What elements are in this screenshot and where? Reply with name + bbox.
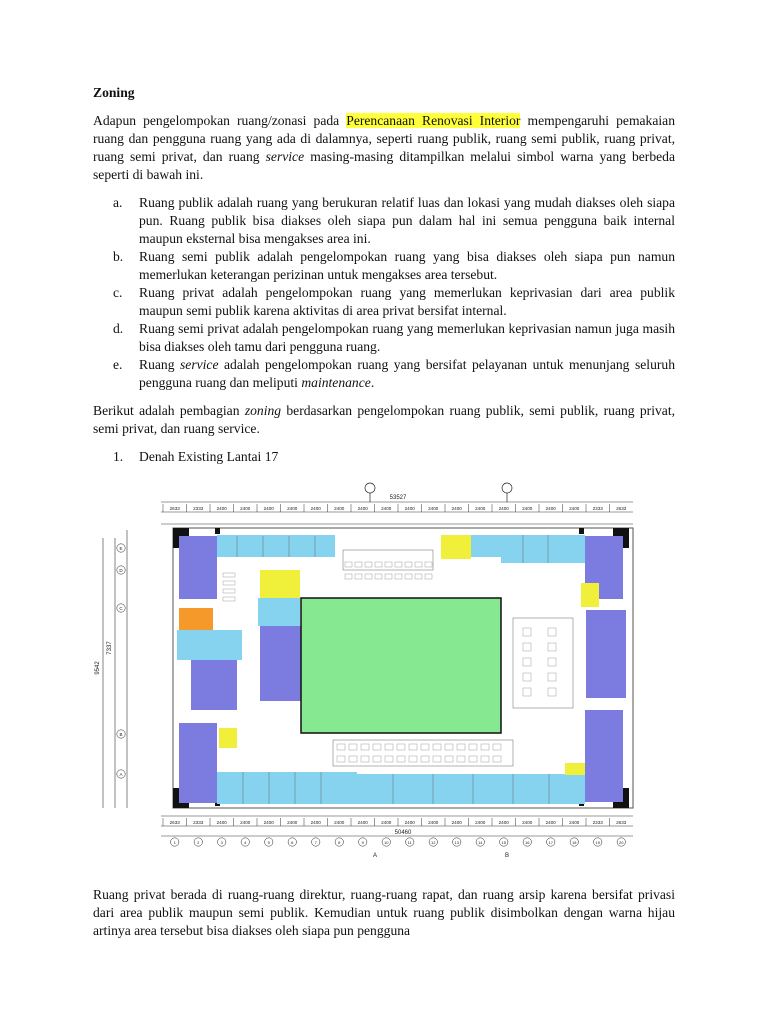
semi-public-top-mid [466, 535, 504, 557]
semi-public-west-upper [177, 630, 242, 660]
grid-number: 17 [548, 840, 553, 845]
grid-number: 14 [478, 840, 483, 845]
bottom-dimension-label: 2333 [592, 820, 603, 825]
semi-private-top-center [441, 535, 471, 559]
row-letter: A [119, 771, 123, 777]
top-dimension-label: 2400 [381, 506, 392, 511]
private-room-east-center [586, 610, 626, 698]
bottom-dimension-label: 2333 [193, 820, 204, 825]
row-letter: C [119, 605, 123, 611]
grid-number: 19 [595, 840, 600, 845]
intro-paragraph [93, 112, 675, 184]
bottom-dimension-label: 2400 [240, 820, 251, 825]
top-dimension-label: 2400 [569, 506, 580, 511]
top-dimension-label: 2400 [451, 506, 462, 511]
top-dimension-labels [163, 504, 627, 512]
intro-text-3: masing-masing ditampilkan melalui simbol warna yang berbeda seperti di bawah ini. [93, 149, 675, 182]
row-letter: B [119, 731, 123, 737]
grid-number: 6 [291, 840, 294, 845]
bottom-dimension-label: 2400 [522, 820, 533, 825]
section-label-b: B [505, 853, 510, 859]
bottom-dimension-label: 2400 [287, 820, 298, 825]
top-dimension-label: 2400 [475, 506, 486, 511]
public-zone-center [301, 598, 501, 733]
section-marker-top-right [502, 483, 512, 502]
bottom-dimension-label: 2400 [475, 820, 486, 825]
floor-plan-caption: 1. Denah Existing Lantai 17 [113, 449, 279, 464]
grid-number: 3 [220, 840, 223, 845]
top-dimension-label: 2633 [616, 506, 627, 511]
bottom-dimension-label: 2633 [616, 820, 627, 825]
bottom-dimension-label: 2400 [428, 820, 439, 825]
section-label-a: A [373, 853, 378, 859]
grid-number: 2 [197, 840, 200, 845]
floor-plan-drawing [93, 478, 675, 860]
top-dimension-strip [161, 502, 633, 524]
grid-number: 16 [525, 840, 530, 845]
bottom-dimension-label: 2400 [451, 820, 462, 825]
overall-bottom-dimension: 50460 [394, 830, 412, 836]
row-letter: D [119, 567, 123, 573]
semi-public-top-right [501, 535, 585, 563]
private-room-west-center [260, 626, 302, 701]
private-room-sw [179, 723, 217, 803]
top-dimension-label: 2400 [404, 506, 415, 511]
floor-plan-figure [93, 478, 675, 860]
grid-number: 7 [314, 840, 317, 845]
closing-paragraph: Ruang privat berada di ruang-ruang direktur, ruang-ruang rapat, dan ruang arsip karena bersifat privasi dari area publik maupun semi publik. Kemudian untuk ruang publik disimbolkan dengan warna hijau artinya area tersebut bisa diakses oleh siapa pun pengguna [93, 886, 675, 938]
intro-text-2: mempengaruhi pemakaian ruang dan pengguna ruang yang ada di dalamnya, seperti ruang publik, ruang semi publik, ruang privat, ruang semi privat, dan ruang [93, 113, 675, 164]
bottom-dimension-label: 2400 [381, 820, 392, 825]
left-total-dimension: 9542 [95, 661, 101, 675]
top-dimension-label: 2400 [545, 506, 556, 511]
grid-number: 9 [361, 840, 364, 845]
bottom-dimension-labels [163, 818, 627, 826]
top-dimension-label: 2400 [240, 506, 251, 511]
section-heading: Zoning [93, 85, 135, 100]
zoning-paragraph: Berikut adalah pembagian zoning berdasarkan pengelompokan ruang publik, semi publik, ruang privat, semi privat, dan ruang service. [93, 403, 675, 436]
semi-public-bottom-right [357, 774, 585, 804]
row-letter: E [119, 545, 123, 551]
bottom-dimension-label: 2400 [310, 820, 321, 825]
semi-private-se-small [565, 763, 585, 775]
overall-top-dimension: 53527 [389, 495, 407, 501]
top-dimension-label: 2400 [522, 506, 533, 511]
bottom-dimension-label: 2400 [404, 820, 415, 825]
top-dimension-label: 2400 [216, 506, 227, 511]
semi-public-west-col [258, 598, 300, 626]
private-room-west-lower [191, 658, 237, 710]
private-room-se [585, 710, 623, 802]
bottom-dimension-label: 2633 [169, 820, 180, 825]
grid-number: 5 [267, 840, 270, 845]
intro-text-1: Adapun pengelompokan ruang/zonasi pada [93, 113, 347, 128]
grid-number: 4 [244, 840, 247, 845]
top-dimension-label: 2400 [357, 506, 368, 511]
grid-number: 12 [431, 840, 436, 845]
grid-number: 13 [454, 840, 459, 845]
bottom-dimension-label: 2400 [357, 820, 368, 825]
grid-number: 11 [407, 840, 412, 845]
bottom-dimension-label: 2400 [334, 820, 345, 825]
row-letter-markers [117, 544, 125, 778]
top-dimension-label: 2633 [169, 506, 180, 511]
left-sub-dimension: 7337 [107, 641, 113, 655]
top-dimension-label: 2400 [310, 506, 321, 511]
grid-number: 8 [338, 840, 341, 845]
top-dimension-label: 2333 [592, 506, 603, 511]
intro-italic: service [265, 149, 305, 164]
grid-number: 10 [384, 840, 389, 845]
bottom-dimension-label: 2400 [545, 820, 556, 825]
grid-number-markers [171, 838, 626, 846]
list-item: a. Ruang publik adalah ruang yang berukuran relatif luas dan lokasi yang mudah diakses oleh siapa pun. Ruang publik bisa diakses oleh siapa pun dalam hal ini semua pengguna baik internal maupun eksternal bisa mengakses area ini. [113, 195, 675, 246]
list-item: d. Ruang semi privat adalah pengelompokan ruang yang memerlukan keprivasian namun juga masih bisa diakses oleh tamu dari pengguna ruang. [113, 321, 675, 354]
grid-number: 20 [619, 840, 624, 845]
bottom-dimension-label: 2400 [569, 820, 580, 825]
highlighted-phrase: Perencanaan Renovasi Interior [346, 113, 521, 128]
bottom-dimension-label: 2400 [498, 820, 509, 825]
semi-private-west-small [260, 570, 300, 598]
top-dimension-label: 2333 [193, 506, 204, 511]
semi-public-bottom-left [217, 772, 357, 804]
zone-definition-list [93, 194, 675, 392]
bottom-dimension-label: 2400 [263, 820, 274, 825]
grid-number: 18 [572, 840, 577, 845]
top-dimension-label: 2400 [334, 506, 345, 511]
semi-private-sw-small [219, 728, 237, 748]
top-dimension-label: 2400 [428, 506, 439, 511]
service-zone [179, 608, 213, 630]
list-item: c. Ruang privat adalah pengelompokan ruang yang memerlukan keprivasian dari area publik maupun semi publik karena aktivitas di area privat bersifat internal. [113, 285, 675, 318]
private-room-nw [179, 536, 217, 599]
list-item: b. Ruang semi publik adalah pengelompokan ruang yang bisa diakses oleh siapa pun namun memerlukan keterangan perizinan untuk mengakses area tersebut. [113, 249, 675, 282]
semi-private-east-small [581, 583, 599, 607]
list-item: e. Ruang service adalah pengelompokan ruang yang bersifat pelayanan untuk menunjang seluruh pengguna ruang dan meliputi maintenance. [113, 357, 675, 390]
grid-number: 15 [501, 840, 506, 845]
top-dimension-label: 2400 [287, 506, 298, 511]
bottom-dimension-label: 2400 [216, 820, 227, 825]
section-marker-top-left [365, 483, 375, 502]
top-dimension-label: 2400 [263, 506, 274, 511]
top-dimension-label: 2400 [498, 506, 509, 511]
grid-number: 1 [173, 840, 176, 845]
document-body [93, 84, 675, 474]
semi-public-top-left [217, 535, 335, 557]
